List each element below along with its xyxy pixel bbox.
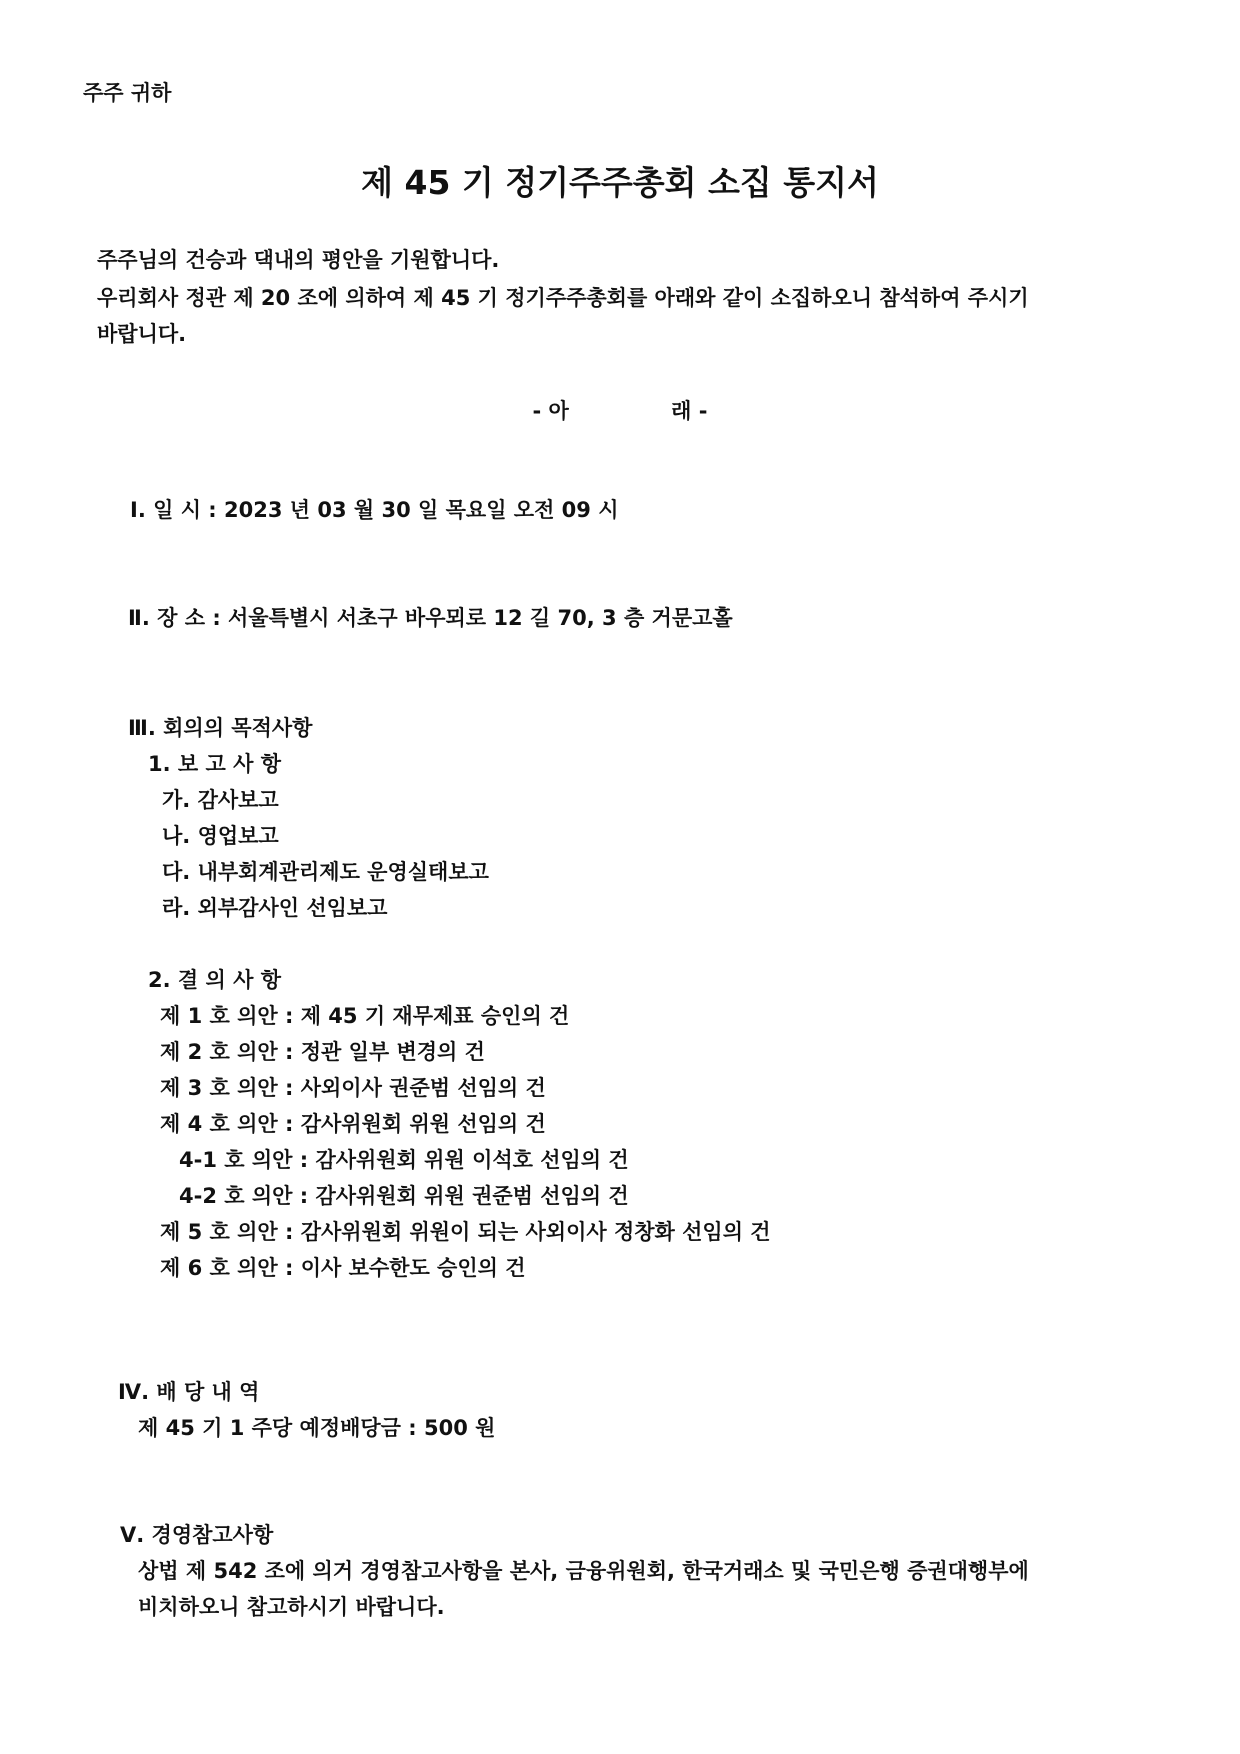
reference-line-2: 비치하오니 참고하시기 바랍니다. xyxy=(138,1595,445,1619)
remark-heading: - 아 래 - xyxy=(532,399,708,423)
report-item: 나. 영업보고 xyxy=(162,824,279,848)
section-3-heading: Ⅲ. 회의의 목적사항 xyxy=(128,716,313,740)
resolution-item: 제 6 호 의안 : 이사 보수한도 승인의 건 xyxy=(160,1256,526,1280)
section-5-heading: Ⅴ. 경영참고사항 xyxy=(120,1523,274,1547)
reference-line-1: 상법 제 542 조에 의거 경영참고사항을 본사, 금융위원회, 한국거래소 및 국민은행 증권대행부에 xyxy=(138,1559,1029,1583)
resolution-item: 제 3 호 의안 : 사외이사 권준범 선임의 건 xyxy=(160,1076,546,1100)
resolution-item: 제 4 호 의안 : 감사위원회 위원 선임의 건 xyxy=(160,1112,546,1136)
report-item: 가. 감사보고 xyxy=(162,788,279,812)
resolution-sub-item: 4-2 호 의안 : 감사위원회 위원 권준범 선임의 건 xyxy=(179,1184,629,1208)
addressee: 주주 귀하 xyxy=(83,81,172,105)
report-item: 라. 외부감사인 선임보고 xyxy=(162,896,388,920)
document-title: 제 45 기 정기주주총회 소집 통지서 xyxy=(361,163,879,202)
resolution-item: 제 2 호 의안 : 정관 일부 변경의 건 xyxy=(160,1040,485,1064)
dividend-detail: 제 45 기 1 주당 예정배당금 : 500 원 xyxy=(138,1416,496,1440)
resolution-item: 제 1 호 의안 : 제 45 기 재무제표 승인의 건 xyxy=(160,1004,570,1028)
reports-heading: 1. 보 고 사 항 xyxy=(148,752,281,776)
resolution-sub-item: 4-1 호 의안 : 감사위원회 위원 이석호 선임의 건 xyxy=(179,1148,629,1172)
report-item: 다. 내부회계관리제도 운영실태보고 xyxy=(162,860,489,884)
section-2-location: Ⅱ. 장 소 : 서울특별시 서초구 바우뫼로 12 길 70, 3 층 거문고홀 xyxy=(128,606,733,630)
intro-line-1: 주주님의 건승과 댁내의 평안을 기원합니다. xyxy=(97,248,500,272)
resolution-item: 제 5 호 의안 : 감사위원회 위원이 되는 사외이사 정창화 선임의 건 xyxy=(160,1220,771,1244)
section-1-datetime: Ⅰ. 일 시 : 2023 년 03 월 30 일 목요일 오전 09 시 xyxy=(130,498,619,522)
intro-line-3: 바랍니다. xyxy=(97,322,187,346)
intro-line-2: 우리회사 정관 제 20 조에 의하여 제 45 기 정기주주총회를 아래와 같이 소집하오니 참석하여 주시기 xyxy=(97,286,1029,310)
section-4-heading: Ⅳ. 배 당 내 역 xyxy=(118,1380,260,1404)
resolutions-heading: 2. 결 의 사 항 xyxy=(148,968,281,992)
